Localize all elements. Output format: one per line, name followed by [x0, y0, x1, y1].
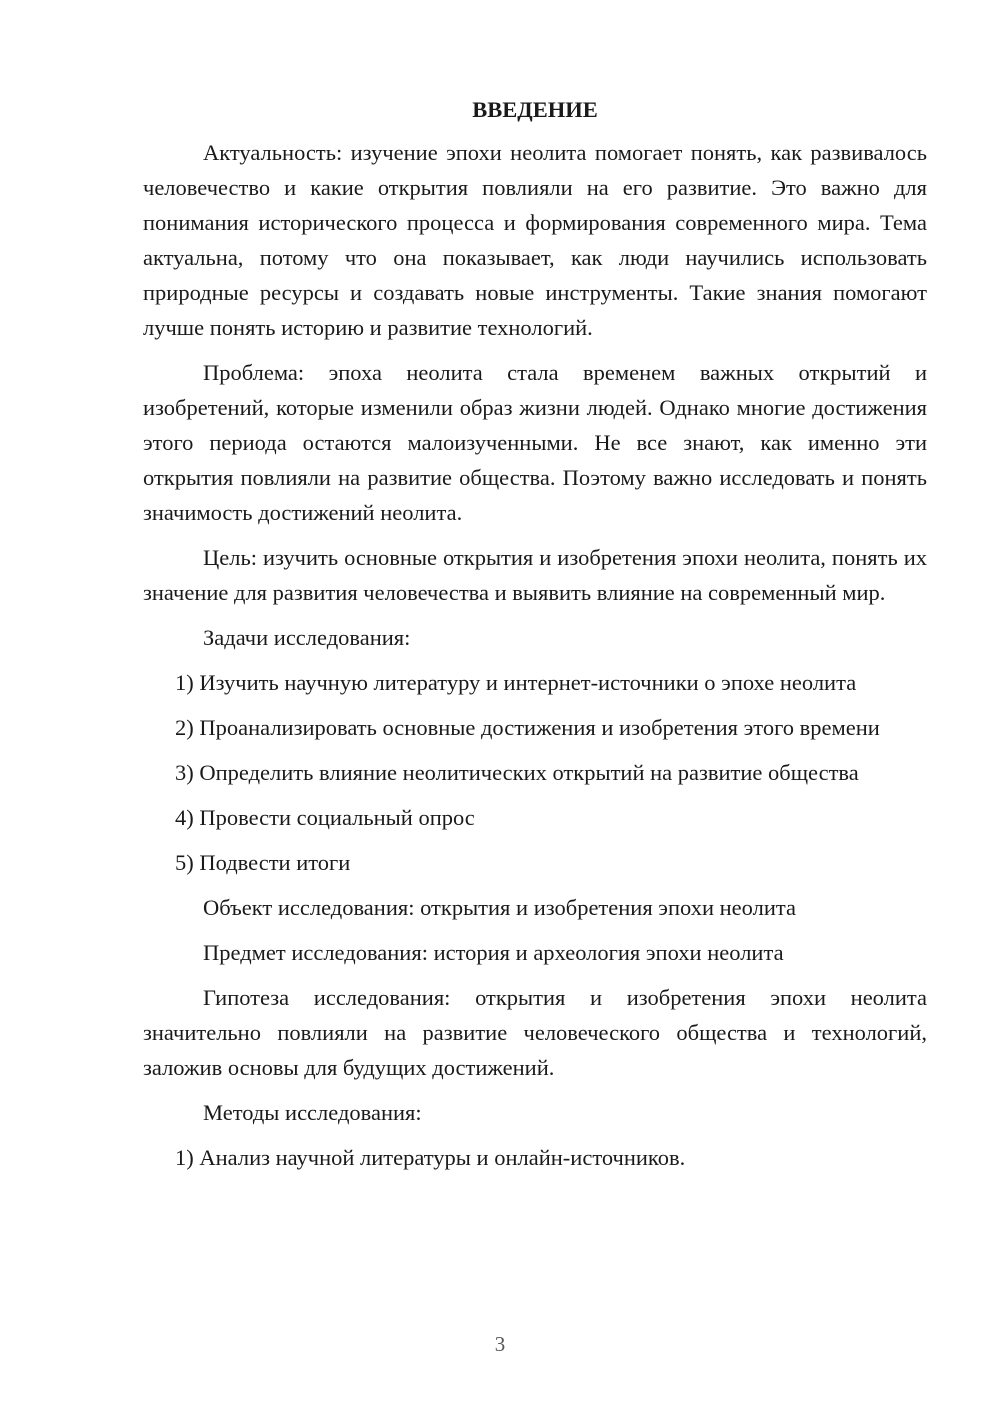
page-title: ВВЕДЕНИЕ: [472, 97, 598, 122]
research-object: Объект исследования: открытия и изобретения эпохи неолита: [203, 895, 796, 920]
task-item-4: 4) Провести социальный опрос: [175, 805, 475, 830]
tasks-heading: Задачи исследования:: [203, 625, 411, 650]
page-number: 3: [494, 1332, 506, 1356]
task-item-2: 2) Проанализировать основные достижения и изобретения этого времени: [175, 715, 880, 740]
hypothesis-paragraph: Гипотеза исследования: открытия и изобретения эпохи неолита значительно повлияли на развитие человеческого общества и технологий, заложив основы для будущих достижений.: [143, 985, 927, 1080]
method-item-1: 1) Анализ научной литературы и онлайн-источников.: [175, 1145, 686, 1170]
methods-heading: Методы исследования:: [203, 1100, 422, 1125]
relevance-paragraph: Актуальность: изучение эпохи неолита помогает понять, как развивалось человечество и какие открытия повлияли на его развитие. Это важно для понимания исторического процесса и формирования современного мира. Тема актуальна, потому что она показывает, как люди научились использовать природные ресурсы и создавать новые инструменты. Такие знания помогают лучше понять историю и развитие технологий.: [143, 140, 927, 340]
goal-paragraph: Цель: изучить основные открытия и изобретения эпохи неолита, понять их значение для развития человечества и выявить влияние на современный мир.: [143, 545, 927, 605]
document-page: [143, 92, 927, 1185]
task-item-1: 1) Изучить научную литературу и интернет-источники о эпохе неолита: [175, 670, 857, 695]
task-item-5: 5) Подвести итоги: [175, 850, 351, 875]
problem-paragraph: Проблема: эпоха неолита стала временем важных открытий и изобретений, которые изменили образ жизни людей. Однако многие достижения этого периода остаются малоизученными. Не все знают, как именно эти открытия повлияли на развитие общества. Поэтому важно исследовать и понять значимость достижений неолита.: [143, 360, 927, 525]
research-subject: Предмет исследования: история и археология эпохи неолита: [203, 940, 784, 965]
task-item-3: 3) Определить влияние неолитических открытий на развитие общества: [175, 760, 859, 785]
